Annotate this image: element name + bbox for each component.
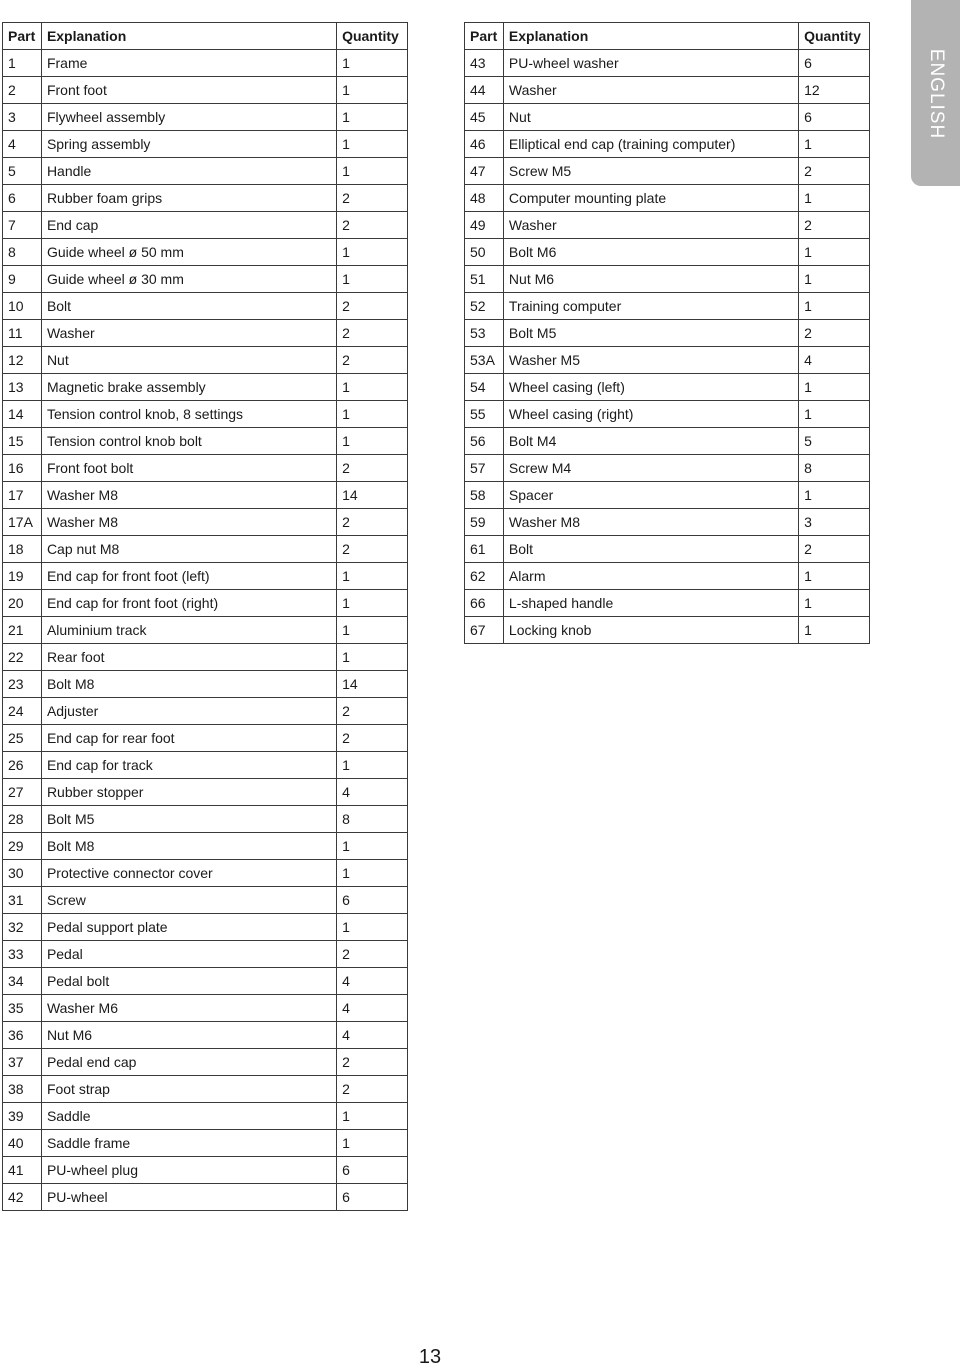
part-number-cell: 18 [3,536,42,563]
part-number-cell: 27 [3,779,42,806]
part-number-cell: 58 [465,482,504,509]
table-row [3,185,408,212]
part-number-cell: 15 [3,428,42,455]
explanation-cell: PU-wheel washer [503,50,798,77]
explanation-cell: Aluminium track [41,617,336,644]
part-number-cell: 7 [3,212,42,239]
table-row [465,347,870,374]
quantity-cell: 1 [337,644,408,671]
quantity-cell: 4 [799,347,870,374]
quantity-cell: 1 [337,1130,408,1157]
explanation-cell: Pedal [41,941,336,968]
table-row [3,995,408,1022]
table-row [465,401,870,428]
part-number-cell: 38 [3,1076,42,1103]
part-number-cell: 23 [3,671,42,698]
table-row [3,1076,408,1103]
table-row [465,293,870,320]
table-row [3,455,408,482]
part-number-cell: 9 [3,266,42,293]
explanation-cell: Training computer [503,293,798,320]
explanation-cell: Foot strap [41,1076,336,1103]
quantity-cell: 1 [337,1103,408,1130]
explanation-cell: Washer M8 [41,509,336,536]
explanation-cell: Wheel casing (left) [503,374,798,401]
quantity-cell: 1 [337,914,408,941]
table-row [3,671,408,698]
quantity-cell: 1 [337,617,408,644]
explanation-cell: Bolt M5 [503,320,798,347]
quantity-cell: 6 [799,104,870,131]
explanation-cell: Bolt M8 [41,671,336,698]
explanation-cell: Elliptical end cap (training computer) [503,131,798,158]
table-row [465,590,870,617]
table-row [3,266,408,293]
part-number-cell: 19 [3,563,42,590]
part-number-cell: 31 [3,887,42,914]
table-row [3,698,408,725]
part-number-cell: 25 [3,725,42,752]
table-row [465,509,870,536]
quantity-cell: 1 [337,590,408,617]
part-number-cell: 43 [465,50,504,77]
table-row [465,131,870,158]
table-row [3,644,408,671]
part-number-cell: 50 [465,239,504,266]
quantity-cell: 14 [337,671,408,698]
part-number-cell: 13 [3,374,42,401]
quantity-cell: 2 [337,536,408,563]
explanation-cell: Guide wheel ø 50 mm [41,239,336,266]
table-row [3,239,408,266]
table-row [3,293,408,320]
explanation-cell: Magnetic brake assembly [41,374,336,401]
quantity-cell: 2 [337,455,408,482]
quantity-cell: 1 [799,617,870,644]
explanation-cell: L-shaped handle [503,590,798,617]
table-row [3,50,408,77]
quantity-cell: 4 [337,995,408,1022]
part-number-cell: 62 [465,563,504,590]
quantity-cell: 14 [337,482,408,509]
quantity-cell: 1 [337,77,408,104]
quantity-cell: 2 [799,158,870,185]
explanation-cell: Locking knob [503,617,798,644]
table-row [465,104,870,131]
explanation-cell: Spacer [503,482,798,509]
explanation-cell: Bolt M4 [503,428,798,455]
quantity-cell: 3 [799,509,870,536]
table-row [465,428,870,455]
quantity-cell: 1 [337,50,408,77]
table-row [3,347,408,374]
quantity-cell: 1 [799,374,870,401]
parts-table-right-body [465,50,870,644]
explanation-cell: Screw M5 [503,158,798,185]
table-row [465,212,870,239]
part-number-cell: 22 [3,644,42,671]
quantity-cell: 1 [799,185,870,212]
table-row [3,104,408,131]
part-number-cell: 26 [3,752,42,779]
table-row [3,941,408,968]
quantity-cell: 1 [337,563,408,590]
table-row [465,374,870,401]
table-header-row [465,23,870,50]
part-number-cell: 12 [3,347,42,374]
quantity-cell: 4 [337,968,408,995]
table-row [465,482,870,509]
table-row [3,833,408,860]
quantity-cell: 2 [799,536,870,563]
part-number-cell: 17A [3,509,42,536]
table-row [3,860,408,887]
table-row [465,158,870,185]
part-number-cell: 54 [465,374,504,401]
part-number-cell: 10 [3,293,42,320]
part-number-cell: 2 [3,77,42,104]
part-number-cell: 8 [3,239,42,266]
part-number-cell: 20 [3,590,42,617]
quantity-cell: 2 [799,320,870,347]
part-number-cell: 42 [3,1184,42,1211]
quantity-cell: 2 [337,347,408,374]
part-number-cell: 44 [465,77,504,104]
part-number-cell: 61 [465,536,504,563]
explanation-cell: Handle [41,158,336,185]
quantity-cell: 1 [337,833,408,860]
explanation-cell: Adjuster [41,698,336,725]
table-row [3,806,408,833]
explanation-cell: Spring assembly [41,131,336,158]
explanation-cell: Nut [41,347,336,374]
part-number-cell: 24 [3,698,42,725]
explanation-cell: Washer M5 [503,347,798,374]
explanation-cell: Rubber stopper [41,779,336,806]
part-number-cell: 39 [3,1103,42,1130]
quantity-cell: 1 [799,563,870,590]
part-number-cell: 66 [465,590,504,617]
quantity-cell: 12 [799,77,870,104]
part-number-cell: 52 [465,293,504,320]
quantity-cell: 2 [337,1076,408,1103]
explanation-cell: Alarm [503,563,798,590]
explanation-cell: Washer M8 [41,482,336,509]
part-number-cell: 36 [3,1022,42,1049]
quantity-cell: 1 [337,131,408,158]
part-number-cell: 33 [3,941,42,968]
quantity-cell: 2 [799,212,870,239]
part-number-cell: 30 [3,860,42,887]
part-number-cell: 17 [3,482,42,509]
explanation-cell: Flywheel assembly [41,104,336,131]
table-row [465,455,870,482]
quantity-cell: 1 [799,401,870,428]
quantity-cell: 1 [337,266,408,293]
parts-table-right [464,22,870,644]
table-row [3,536,408,563]
part-number-cell: 59 [465,509,504,536]
quantity-cell: 1 [799,239,870,266]
quantity-cell: 1 [337,239,408,266]
parts-table-left [2,22,408,1211]
explanation-cell: Wheel casing (right) [503,401,798,428]
explanation-cell: End cap [41,212,336,239]
table-row [465,563,870,590]
explanation-cell: Front foot [41,77,336,104]
table-row [465,266,870,293]
quantity-cell: 1 [337,401,408,428]
explanation-cell: Screw M4 [503,455,798,482]
table-row [3,1022,408,1049]
table-row [3,1103,408,1130]
part-number-cell: 51 [465,266,504,293]
part-number-cell: 41 [3,1157,42,1184]
quantity-cell: 2 [337,1049,408,1076]
table-row [3,887,408,914]
table-row [3,374,408,401]
table-row [465,320,870,347]
quantity-cell: 1 [799,482,870,509]
table-row [3,131,408,158]
quantity-cell: 2 [337,509,408,536]
explanation-cell: Frame [41,50,336,77]
quantity-cell: 1 [799,131,870,158]
quantity-cell: 1 [337,860,408,887]
quantity-cell: 6 [337,1184,408,1211]
quantity-cell: 6 [337,1157,408,1184]
part-number-cell: 21 [3,617,42,644]
quantity-cell: 1 [337,158,408,185]
quantity-cell: 2 [337,320,408,347]
explanation-cell: End cap for front foot (left) [41,563,336,590]
quantity-cell: 1 [799,590,870,617]
part-number-cell: 5 [3,158,42,185]
quantity-cell: 6 [799,50,870,77]
table-row [3,590,408,617]
part-number-cell: 34 [3,968,42,995]
table-row [465,617,870,644]
part-number-cell: 46 [465,131,504,158]
table-row [3,1130,408,1157]
part-number-cell: 35 [3,995,42,1022]
part-number-cell: 4 [3,131,42,158]
explanation-cell: Tension control knob, 8 settings [41,401,336,428]
part-number-cell: 67 [465,617,504,644]
header-quantity: Quantity [799,23,870,50]
quantity-cell: 8 [799,455,870,482]
table-row [465,536,870,563]
quantity-cell: 2 [337,698,408,725]
part-number-cell: 55 [465,401,504,428]
explanation-cell: Nut M6 [41,1022,336,1049]
header-explanation: Explanation [503,23,798,50]
explanation-cell: Washer [503,77,798,104]
table-row [3,320,408,347]
language-tab [911,0,960,186]
table-row [3,401,408,428]
quantity-cell: 2 [337,725,408,752]
table-row [3,725,408,752]
explanation-cell: Bolt M5 [41,806,336,833]
part-number-cell: 32 [3,914,42,941]
explanation-cell: Bolt [503,536,798,563]
explanation-cell: Bolt M6 [503,239,798,266]
quantity-cell: 2 [337,941,408,968]
explanation-cell: Pedal bolt [41,968,336,995]
quantity-cell: 5 [799,428,870,455]
quantity-cell: 4 [337,779,408,806]
table-row [3,779,408,806]
page-number: 13 [418,1346,442,1368]
part-number-cell: 28 [3,806,42,833]
table-row [3,212,408,239]
part-number-cell: 3 [3,104,42,131]
explanation-cell: Washer [41,320,336,347]
explanation-cell: Guide wheel ø 30 mm [41,266,336,293]
quantity-cell: 1 [337,104,408,131]
parts-table-left-body [3,50,408,1211]
part-number-cell: 40 [3,1130,42,1157]
table-row [3,752,408,779]
quantity-cell: 8 [337,806,408,833]
part-number-cell: 53A [465,347,504,374]
explanation-cell: Front foot bolt [41,455,336,482]
table-header-row [3,23,408,50]
part-number-cell: 14 [3,401,42,428]
explanation-cell: Pedal end cap [41,1049,336,1076]
table-row [465,239,870,266]
table-row [3,1049,408,1076]
language-tab-label: ENGLISH [925,48,947,140]
explanation-cell: Nut M6 [503,266,798,293]
quantity-cell: 1 [337,428,408,455]
explanation-cell: Saddle [41,1103,336,1130]
explanation-cell: Washer M6 [41,995,336,1022]
part-number-cell: 57 [465,455,504,482]
explanation-cell: Screw [41,887,336,914]
table-row [3,968,408,995]
table-row [3,158,408,185]
explanation-cell: PU-wheel plug [41,1157,336,1184]
table-row [465,77,870,104]
explanation-cell: Saddle frame [41,1130,336,1157]
header-part: Part [3,23,42,50]
explanation-cell: Protective connector cover [41,860,336,887]
explanation-cell: PU-wheel [41,1184,336,1211]
table-row [3,482,408,509]
explanation-cell: Rubber foam grips [41,185,336,212]
explanation-cell: Washer [503,212,798,239]
quantity-cell: 1 [799,293,870,320]
part-number-cell: 1 [3,50,42,77]
part-number-cell: 29 [3,833,42,860]
explanation-cell: End cap for track [41,752,336,779]
explanation-cell: Rear foot [41,644,336,671]
explanation-cell: Bolt M8 [41,833,336,860]
part-number-cell: 49 [465,212,504,239]
table-row [3,563,408,590]
part-number-cell: 11 [3,320,42,347]
table-row [3,617,408,644]
table-row [3,914,408,941]
quantity-cell: 6 [337,887,408,914]
quantity-cell: 1 [337,374,408,401]
part-number-cell: 45 [465,104,504,131]
part-number-cell: 56 [465,428,504,455]
explanation-cell: Bolt [41,293,336,320]
table-row [465,50,870,77]
quantity-cell: 2 [337,212,408,239]
quantity-cell: 2 [337,185,408,212]
quantity-cell: 4 [337,1022,408,1049]
table-row [3,509,408,536]
part-number-cell: 16 [3,455,42,482]
part-number-cell: 53 [465,320,504,347]
explanation-cell: Tension control knob bolt [41,428,336,455]
table-row [3,428,408,455]
quantity-cell: 1 [799,266,870,293]
part-number-cell: 47 [465,158,504,185]
quantity-cell: 1 [337,752,408,779]
explanation-cell: End cap for front foot (right) [41,590,336,617]
table-row [465,185,870,212]
part-number-cell: 6 [3,185,42,212]
explanation-cell: Pedal support plate [41,914,336,941]
explanation-cell: Washer M8 [503,509,798,536]
table-row [3,1184,408,1211]
quantity-cell: 2 [337,293,408,320]
table-row [3,77,408,104]
header-explanation: Explanation [41,23,336,50]
explanation-cell: Nut [503,104,798,131]
part-number-cell: 48 [465,185,504,212]
explanation-cell: Computer mounting plate [503,185,798,212]
explanation-cell: End cap for rear foot [41,725,336,752]
explanation-cell: Cap nut M8 [41,536,336,563]
header-part: Part [465,23,504,50]
part-number-cell: 37 [3,1049,42,1076]
table-row [3,1157,408,1184]
header-quantity: Quantity [337,23,408,50]
